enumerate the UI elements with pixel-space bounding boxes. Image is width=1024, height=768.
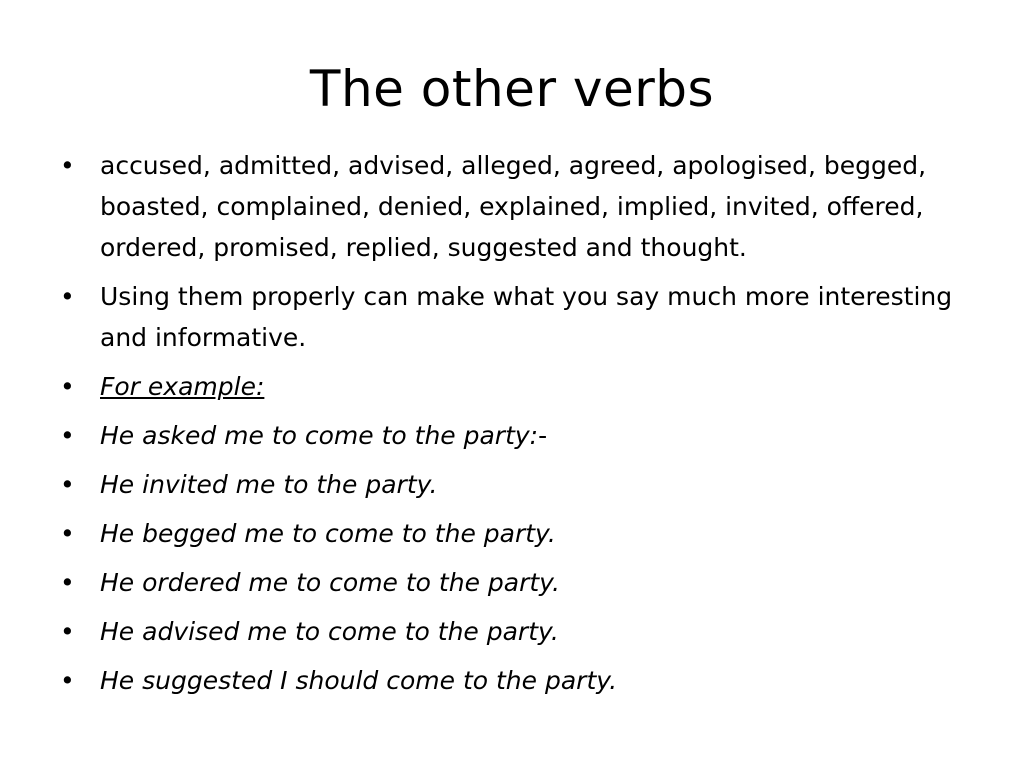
bullet-item-example-invited xyxy=(60,464,960,505)
bullet-item-example-suggested xyxy=(60,660,960,701)
bullet-text: He ordered me to come to the party. xyxy=(100,568,560,597)
bullet-text: He begged me to come to the party. xyxy=(100,519,556,548)
bullet-text: He invited me to the party. xyxy=(100,470,438,499)
bullet-item-example-advised xyxy=(60,611,960,652)
bullet-list xyxy=(60,145,960,709)
bullet-item-usage xyxy=(60,276,960,358)
bullet-text: He suggested I should come to the party. xyxy=(100,666,618,695)
bullet-item-example-begged xyxy=(60,513,960,554)
bullet-text: For example: xyxy=(100,372,265,401)
bullet-text: He asked me to come to the party: xyxy=(100,421,539,450)
bullet-dot: • xyxy=(60,519,75,548)
bullet-text-suffix: - xyxy=(538,421,548,450)
bullet-item-for-example xyxy=(60,366,960,407)
bullet-item-verbs-list xyxy=(60,145,960,268)
bullet-dot: • xyxy=(60,372,75,401)
bullet-dot: • xyxy=(60,568,75,597)
bullet-dot: • xyxy=(60,666,75,695)
bullet-dot: • xyxy=(60,421,75,450)
bullet-text: He advised me to come to the party. xyxy=(100,617,559,646)
bullet-item-example-asked xyxy=(60,415,960,456)
bullet-item-example-ordered xyxy=(60,562,960,603)
bullet-text: Using them properly can make what you say much more interesting and informative. xyxy=(100,282,953,352)
bullet-dot: • xyxy=(60,282,75,311)
bullet-text: accused, admitted, advised, alleged, agreed, apologised, begged, boasted, complained, denied, explained, implied, invited, offered, ordered, promised, replied, suggested and thought. xyxy=(100,151,927,262)
bullet-dot: • xyxy=(60,151,75,180)
slide-title: The other verbs xyxy=(309,60,715,118)
bullet-dot: • xyxy=(60,470,75,499)
bullet-dot: • xyxy=(60,617,75,646)
